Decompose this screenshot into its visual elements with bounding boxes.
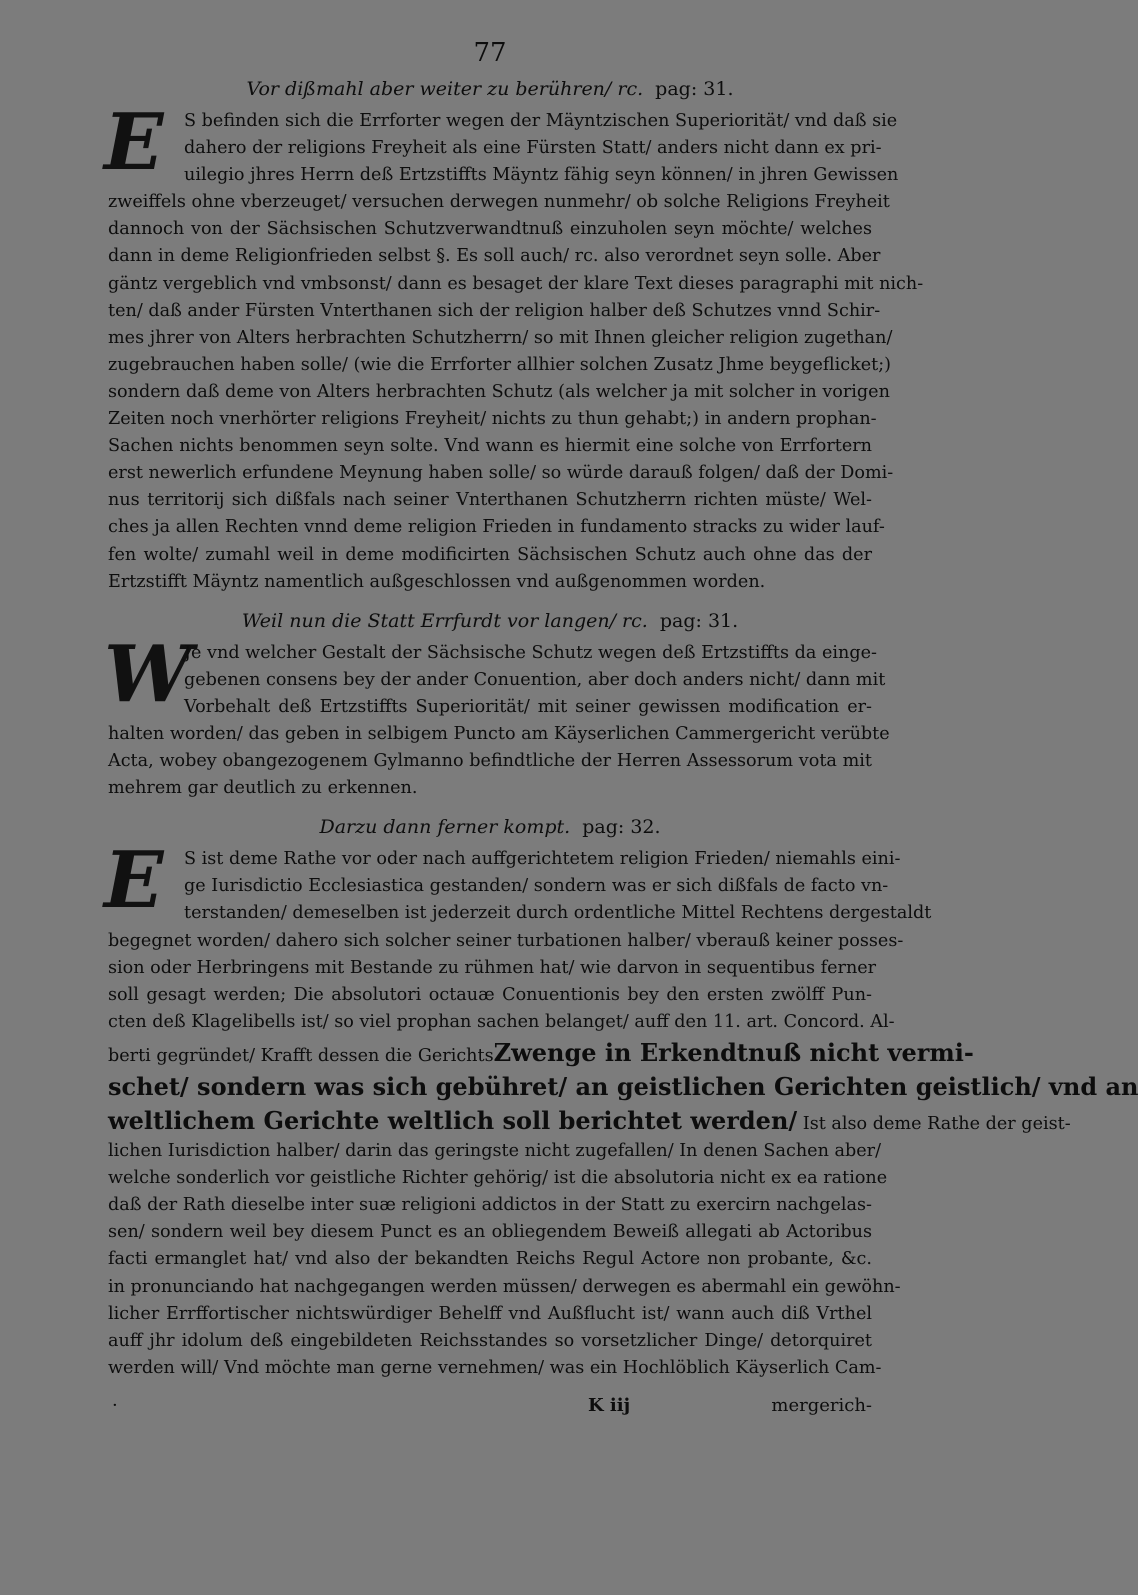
text-run: Ist also deme Rathe der geist- (797, 1114, 1071, 1134)
text-line: licher Errffortischer nichtswürdiger Behelff vnd Außflucht ist/ wann auch diß Vrthel (108, 1303, 872, 1324)
text-line (108, 1036, 974, 1070)
footer-mark: · (112, 1394, 118, 1416)
text-line: sen/ sondern weil bey diesem Punct es an obliegendem Beweiß allegati ab Actoribus (108, 1222, 872, 1243)
page-reference: pag: 31. (659, 609, 739, 632)
text-line: nus territorij sich dißfals nach seiner Vnterthanen Schutzherrn richten müste/ Wel- (108, 490, 872, 511)
text-line: terstanden/ demeselben ist jederzeit durch ordentliche Mittel Rechtens dergestaldt (184, 903, 932, 924)
text-line: daß der Rath dieselbe inter suæ religioni addictos in der Statt zu exercirn nachgelas- (108, 1195, 872, 1216)
text-line: sondern daß deme von Alters herbrachten Schutz (als welcher ja mit solcher in vorigen (108, 381, 890, 402)
text-line: Sachen nichts benommen seyn solte. Vnd wann es hiermit eine solche von Errfortern (108, 436, 872, 457)
signature-mark: K iij (588, 1394, 631, 1416)
section-heading (108, 74, 872, 104)
text-line: dannoch von der Sächsischen Schutzverwandtnuß einzuholen seyn möchte/ welches (108, 219, 872, 240)
text-line: Acta, wobey obangezogenem Gylmanno befindtliche der Herren Assessorum vota mit (108, 751, 872, 772)
page-reference: pag: 32. (582, 816, 661, 839)
text-line: facti ermanglet hat/ vnd also der bekandten Reichs Regul Actore non probante, &c. (108, 1249, 872, 1270)
text-line: auff jhr idolum deß eingebildeten Reichsstandes so vorsetzlicher Dinge/ detorquiret (108, 1330, 872, 1351)
drop-capital: E (104, 835, 164, 927)
text-line: mes jhrer von Alters herbrachten Schutzherrn/ so mit Ihnen gleicher religion zugethan/ (108, 327, 893, 348)
heading-text: Weil nun die Statt Errfurdt vor langen/ rc. (241, 609, 648, 632)
catchword: mergerich- (771, 1394, 872, 1416)
text-line: dann in deme Religionfrieden selbst §. Es soll auch/ rc. also verordnet seyn solle. Aber (108, 246, 881, 267)
text-line: Ertzstifft Mäyntz namentlich außgeschlossen vnd außgenommen worden. (108, 571, 766, 592)
section-3 (104, 812, 1138, 1382)
section-heading (108, 812, 872, 842)
section-heading (108, 606, 872, 636)
text-line: halten worden/ das geben in selbigem Puncto am Käyserlichen Cammergericht verübte (108, 723, 890, 744)
page-reference: pag: 31. (655, 78, 734, 100)
text-line: lichen Iurisdiction halber/ darin das geringste nicht zugefallen/ In denen Sachen aber/ (108, 1141, 881, 1162)
text-line: Zeiten noch vnerhörter religions Freyheit/ nichts zu thun gehabt;) in andern prophan- (108, 409, 877, 430)
paragraph (104, 628, 890, 803)
text-line: S befinden sich die Errforter wegen der Mäyntzischen Superiorität/ vnd daß sie (184, 111, 898, 131)
section-2 (104, 606, 890, 803)
text-line (108, 1104, 1071, 1138)
paragraph (104, 97, 924, 596)
text-line: Je vnd welcher Gestalt der Sächsische Schutz wegen deß Ertzstiffts da einge- (184, 642, 877, 663)
page-footer (108, 1392, 872, 1422)
text-line: Vorbehalt deß Ertzstiffts Superiorität/ mit seiner gewissen modification er- (184, 696, 872, 717)
text-line: cten deß Klagelibells ist/ so viel prophan sachen belanget/ auff den 11. art. Concord. Al- (108, 1011, 895, 1032)
page-number: 77 (473, 38, 507, 68)
text-line: uilegio jhres Herrn deß Ertzstiffts Mäyntz fähig seyn können/ in jhren Gewissen (184, 165, 899, 186)
text-line: dahero der religions Freyheit als eine Fürsten Statt/ anders nicht dann ex pri- (184, 138, 882, 159)
text-line: ten/ daß ander Fürsten Vnterthanen sich der religion halber deß Schutzes vnnd Schir- (108, 300, 881, 321)
text-run: berti gegründet/ Krafft dessen die Gerichts (108, 1045, 494, 1066)
paragraph (104, 835, 1138, 1382)
text-line: in pronunciando hat nachgegangen werden müssen/ derwegen es abermahl ein gewöhn- (108, 1276, 901, 1297)
heading-text: Darzu dann ferner kompt. (319, 816, 571, 839)
text-line: gebenen consens bey der ander Conuention, aber doch anders nicht/ dann mit (184, 669, 886, 690)
text-line: ches ja allen Rechten vnnd deme religion Frieden in fundamento stracks zu wider lauf- (108, 517, 885, 538)
section-1 (104, 74, 924, 596)
text-line: werden will/ Vnd möchte man gerne vernehmen/ was ein Hochlöblich Käyserlich Cam- (108, 1357, 882, 1378)
text-line: gäntz vergeblich vnd vmbsonst/ dann es besaget der klare Text dieses paragraphi mit nich- (108, 273, 924, 294)
text-line: soll gesagt werden; Die absolutori octauæ Conuentionis bey den ersten zwölff Pun- (108, 984, 872, 1005)
text-line: ge Iurisdictio Ecclesiastica gestanden/ sondern was er sich dißfals de facto vn- (184, 876, 889, 897)
text-line: fen wolte/ zumahl weil in deme modificirten Sächsischen Schutz auch ohne das der (108, 544, 872, 565)
text-line: mehrem gar deutlich zu erkennen. (108, 778, 418, 799)
text-line: zugebrauchen haben solle/ (wie die Errforter allhier solchen Zusatz Jhme beygeflicket;) (108, 354, 892, 375)
text-line: S ist deme Rathe vor oder nach auffgerichtetem religion Frieden/ niemahls eini- (184, 849, 901, 870)
text-line: zweiffels ohne vberzeuget/ versuchen derwegen nunmehr/ ob solche Religions Freyheit (108, 192, 890, 213)
emphasized-text: Zwenge in Erkendtnuß nicht vermi- (493, 1037, 974, 1067)
drop-capital: E (104, 97, 164, 188)
emphasized-line: schet/ sondern was sich gebühret/ an geistlichen Gerichten geistlich/ vnd an (108, 1072, 1138, 1101)
drop-capital: W (104, 628, 192, 720)
emphasized-text: weltlichem Gerichte weltlich soll berichtet werden/ (108, 1106, 798, 1135)
text-line: sion oder Herbringens mit Bestande zu rühmen hat/ wie darvon in sequentibus ferner (108, 957, 877, 978)
heading-text: Vor dißmahl aber weiter zu berühren/ rc. (246, 78, 644, 100)
text-line: erst newerlich erfundene Meynung haben solle/ so würde darauß folgen/ daß der Domi- (108, 463, 894, 484)
text-line: welche sonderlich vor geistliche Richter gehörig/ ist die absolutoria nicht ex ea ratione (108, 1168, 888, 1189)
document-page (104, 36, 1138, 1422)
text-line: begegnet worden/ dahero sich solcher seiner turbationen halber/ vberauß keiner posses- (108, 930, 904, 951)
